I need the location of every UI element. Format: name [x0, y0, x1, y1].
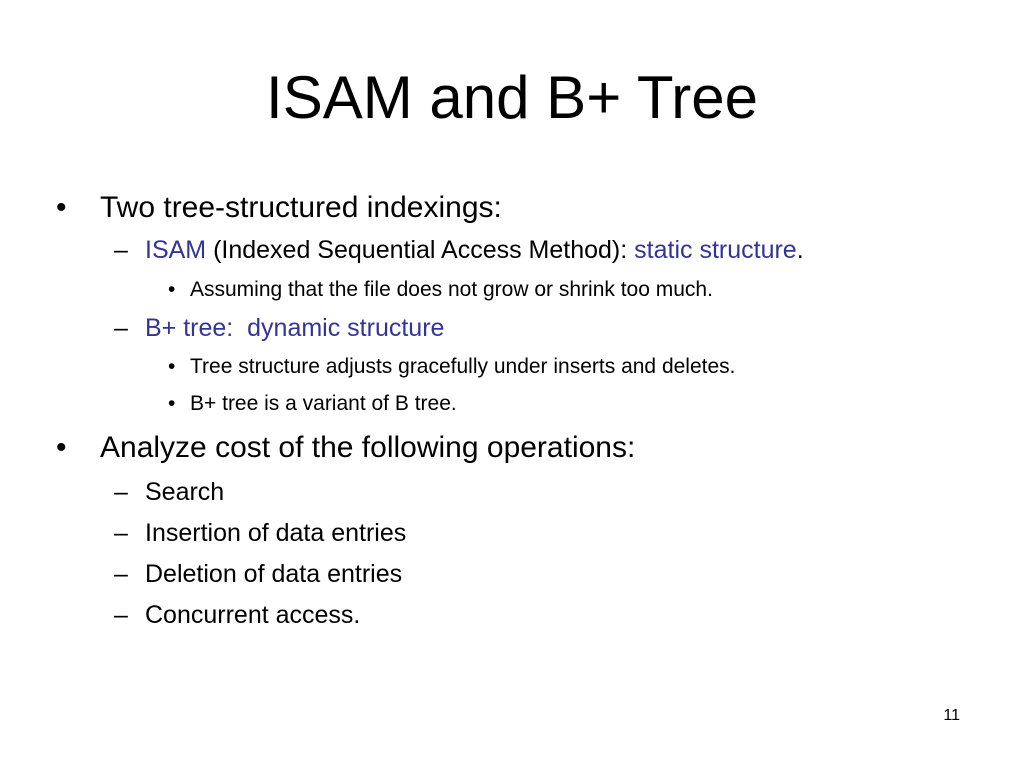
bullet-text: Analyze cost of the following operations:: [100, 431, 636, 464]
dash-icon: –: [114, 560, 128, 588]
operation-text: Concurrent access.: [145, 601, 361, 629]
sub-item-text: [145, 235, 804, 265]
dash-icon: –: [114, 478, 128, 506]
isam-term: ISAM: [145, 236, 207, 264]
bullet-text: Two tree-structured indexings:: [100, 191, 502, 224]
bullet-icon: •: [56, 191, 67, 224]
page-number: 11: [943, 707, 960, 724]
bullet-icon: •: [168, 355, 176, 378]
isam-description: (Indexed Sequential Access Method):: [206, 236, 635, 264]
slide-title: ISAM and B+ Tree: [266, 64, 758, 131]
detail-text: Assuming that the file does not grow or shrink too much.: [190, 278, 713, 301]
dash-icon: –: [114, 519, 128, 547]
bullet-icon: •: [168, 392, 176, 415]
operation-text: Insertion of data entries: [145, 519, 407, 547]
isam-period: .: [796, 236, 804, 264]
bplus-tree-term: B+ tree: dynamic structure: [145, 314, 445, 342]
operation-text: Search: [145, 478, 225, 506]
detail-text: B+ tree is a variant of B tree.: [190, 392, 457, 415]
operation-text: Deletion of data entries: [145, 560, 403, 588]
bullet-icon: •: [168, 278, 176, 301]
dash-icon: –: [114, 314, 128, 342]
bullet-icon: •: [56, 431, 67, 464]
dash-icon: –: [114, 601, 128, 629]
static-structure-term: static structure: [634, 236, 797, 264]
dash-icon: –: [114, 236, 128, 264]
detail-text: Tree structure adjusts gracefully under inserts and deletes.: [190, 355, 736, 378]
